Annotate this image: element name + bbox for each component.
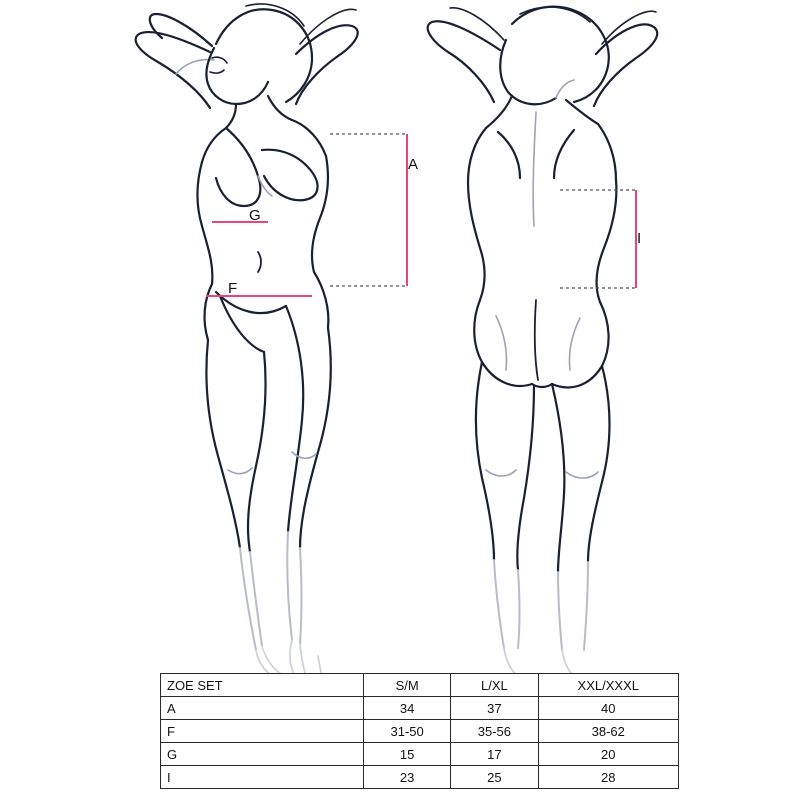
table-header-row <box>161 674 679 697</box>
table-header-name: ZOE SET <box>161 674 364 697</box>
measure-guides <box>206 134 637 296</box>
row-i-sm: 23 <box>364 766 451 789</box>
table-row <box>161 720 679 743</box>
measure-label-i: I <box>637 230 642 247</box>
table-header-xxl: XXL/XXXL <box>538 674 678 697</box>
row-f-sm: 31-50 <box>364 720 451 743</box>
size-table <box>160 673 679 789</box>
row-label-a: A <box>161 697 364 720</box>
table-row <box>161 697 679 720</box>
row-label-f: F <box>161 720 364 743</box>
measure-label-a: A <box>408 156 419 173</box>
table-row <box>161 743 679 766</box>
row-g-xxl: 20 <box>538 743 678 766</box>
row-i-xxl: 28 <box>538 766 678 789</box>
row-a-xxl: 40 <box>538 697 678 720</box>
row-label-i: I <box>161 766 364 789</box>
measure-label-f: F <box>228 280 238 297</box>
row-f-lxl: 35-56 <box>451 720 538 743</box>
measure-label-g: G <box>249 207 261 224</box>
row-g-lxl: 17 <box>451 743 538 766</box>
table-header-lxl: L/XL <box>451 674 538 697</box>
row-i-lxl: 25 <box>451 766 538 789</box>
row-g-sm: 15 <box>364 743 451 766</box>
table-row <box>161 766 679 789</box>
row-label-g: G <box>161 743 364 766</box>
row-a-lxl: 37 <box>451 697 538 720</box>
row-a-sm: 34 <box>364 697 451 720</box>
row-f-xxl: 38-62 <box>538 720 678 743</box>
table-header-sm: S/M <box>364 674 451 697</box>
